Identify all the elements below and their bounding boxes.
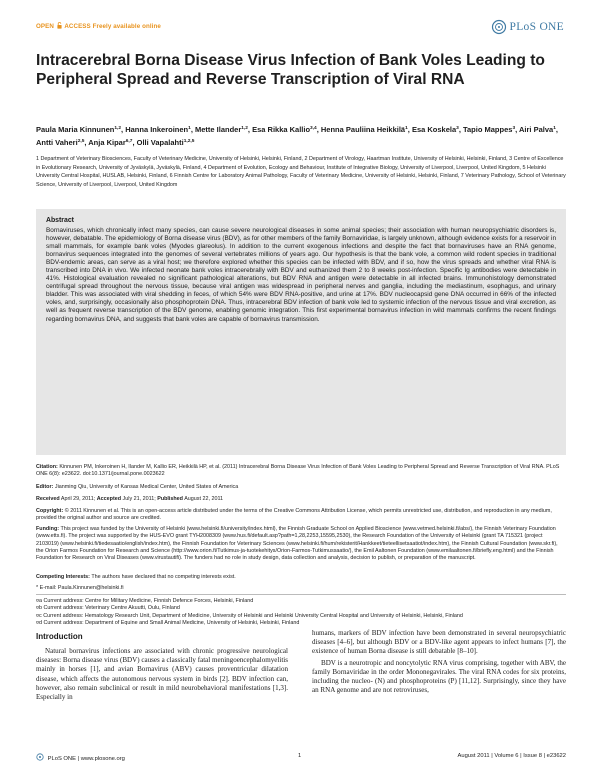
open-label: OPEN: [36, 23, 54, 30]
copyright-text: © 2011 Kinnunen et al. This is an open-access article distributed under the terms of the Creative Commons Attribution License, which permits unrestricted use, distribution, and reproduction in any medium, provided the original author and source are credited.: [36, 508, 552, 522]
editor-label: Editor:: [36, 484, 54, 490]
author: Olli Vapalahti: [136, 137, 184, 147]
accepted-date: July 21, 2011;: [122, 496, 156, 502]
author-affiliation-marker: 1,2: [241, 126, 248, 131]
competing-text: The authors have declared that no competing interests exist.: [91, 574, 236, 580]
author: Tapio Mappes: [462, 125, 513, 134]
article-title: Intracerebral Borna Disease Virus Infection of Bank Voles Leading to Peripheral Spread and Reverse Transcription of Viral RNA: [36, 52, 545, 88]
page-footer: [36, 753, 566, 763]
freely-available-label: Freely available online: [92, 23, 161, 30]
open-access-banner: [36, 22, 161, 30]
author-affiliation-marker: 3,4: [310, 126, 317, 131]
address-line: ¤a Current address: Centre for Military Medicine, Finnish Defence Forces, Helsinki, Finland: [36, 598, 254, 604]
author: Esa Rikka Kallio: [252, 125, 311, 134]
footer-website-link[interactable]: www.plosone.org: [80, 756, 125, 762]
author-list: Paula Maria Kinnunen$^{1,2}$, Hanna Inkeroinen$^1$, Mette Ilander$^{1,2}$, Esa Rikka Kallio$^{3,4}$, Henna Pauliina Heikkilä$^1$, Esa Koskela$^3$, Tapio Mappes$^3$, Airi Palva$^1$, Antti Vaheri$^{2,5}$, Anja Kipar$^{6,7}$, Olli Vapalahti$^{1,2,5}$: [36, 125, 558, 147]
author: Anja Kipar: [88, 137, 126, 147]
author-affiliation-marker: 1: [405, 126, 408, 131]
author-affiliation-marker: 6,7: [125, 138, 133, 144]
competing-interests: [36, 574, 566, 581]
footer-issue: August 2011 | Volume 6 | Issue 8 | e23622: [457, 753, 566, 759]
citation-text: Kinnunen PM, Inkeroinen H, Ilander M, Kallio ER, Heikkilä HP, et al. (2011) Intracerebral Borna Disease Virus Infection of Bank Voles Leading to Peripheral Spread and Reverse Transcription of Viral RNA. PLoS ONE 6(8): e23622. doi:10.1371/journal.pone.0023622: [36, 464, 560, 478]
received-label: Received: [36, 496, 60, 502]
funding-label: Funding:: [36, 526, 60, 532]
accepted-label: Accepted: [96, 496, 122, 502]
intro-paragraph: humans, markers of BDV infection have been demonstrated in several neuropsychiatric diseases [4–6], but although BDV or a BDV-like agent appears to infect humans [7], the existence of human Borna disease is still debatable [8–10].: [312, 629, 566, 656]
editor-line: [36, 484, 566, 491]
abstract-box: [36, 209, 566, 455]
journal-header: [36, 16, 564, 40]
editor-text: Jianming Qiu, University of Kansas Medical Center, United States of America: [54, 484, 239, 490]
current-addresses: [36, 598, 566, 627]
open-lock-icon: [57, 22, 62, 29]
author: Hanna Inkeroinen: [125, 125, 189, 134]
author-affiliation-marker: 3: [512, 126, 516, 131]
author: Mette Ilander: [194, 125, 242, 134]
citation-label: Citation:: [36, 464, 58, 470]
plos-one-logo[interactable]: [491, 16, 564, 38]
copyright: [36, 508, 566, 523]
affiliations: 1 Department of Veterinary Biosciences, Faculty of Veterinary Medicine, University of Helsinki, Helsinki, Finland, 2 Department of Virology, Haartman Institute, University of Helsinki, Helsinki, Finland, 3 Centre of Excellence in Evolutionary Research, University of Jyväskylä, Jyväskylä, Finland, 4 Department of Evolution, Ecology and Behaviour, Institute of Integrative Biology, University of Liverpool, Liverpool, United Kingdom, 5 Helsinki University Central Hospital, HUSLAB, Helsinki, Finland, 6 Finnish Centre for Laboratory Animal Pathology, Faculty of Veterinary Medicine, University of Helsinki, Helsinki, Finland, 7 Veterinary Pathology, School of Veterinary Science, University of Liverpool, Liverpool, United Kingdom: [36, 156, 566, 189]
introduction-heading: Introduction: [36, 632, 83, 641]
email-line: * E-mail: Paula.Kinnunen@helsinki.fi: [36, 585, 124, 591]
intro-paragraph: BDV is a neurotropic and noncytolytic RNA virus comprising, together with ABV, the family Bornaviridae in the order Mononegavirales. The viral RNA codes for six proteins, including the nucleo- (N) and phosphoproteins (P) [11,12]. Surprisingly, since they have an RNA genome and are not retroviruses,: [312, 658, 566, 695]
competing-label: Competing Interests:: [36, 574, 90, 580]
author-affiliation-marker: 2,5: [77, 138, 85, 144]
author-affiliation-marker: 1: [553, 126, 556, 131]
intro-left-column: [36, 632, 288, 702]
address-line: ¤d Current address: Department of Equine and Small Animal Medicine, University of Helsinki, Helsinki, Finland: [36, 619, 300, 626]
journal-logo-text: PLoS ONE: [509, 21, 564, 33]
plos-small-logo-icon: [36, 753, 44, 761]
author: Henna Pauliina Heikkilä: [320, 125, 406, 134]
footer-journal-name: PLoS ONE: [47, 756, 76, 762]
author: Esa Koskela: [411, 125, 457, 134]
intro-paragraph: Natural bornavirus infections are associated with chronic progressive neurological diseases: Borna disease virus (BDV) causes a classically fatal meningoencephalomyelitis mainly in horses [1], and avian Bornavirus (ABV) causes proventricular dilatation disease, which affects the autonomous nervous system in birds [2]. BDV infection can, however, also remain subclinical or result in mild neurobehavioral manifestations [1,3]. Especially in: [36, 647, 288, 702]
published-date: August 22, 2011: [184, 496, 224, 502]
author: Paula Maria Kinnunen: [36, 125, 115, 134]
funding: [36, 526, 566, 562]
divider: [36, 594, 566, 595]
dates-line: [36, 496, 566, 503]
address-line: ¤b Current address: Veterinary Centre Akuutti, Oulu, Finland: [36, 605, 180, 612]
published-label: Published: [157, 496, 183, 502]
author: Airi Palva: [519, 125, 554, 134]
author-affiliation-marker: 1,2,5: [183, 138, 195, 144]
plos-logo-icon: [491, 19, 507, 35]
author-affiliation-marker: 3: [456, 126, 459, 131]
author-affiliation-marker: 1: [188, 126, 191, 131]
funding-text: This project was funded by the University of Helsinki (www.helsinki.fi/university/index.html), the Finnish Graduate School on Applied Bioscience (www.vetmed.helsinki.fi/abs/), the Finnish Veterinary Foundation (www.etts.fi). The project was supported by the HUS-EVO grant TYH2008309 (www.hus.fi/default.asp?path=1,28,2253,15595,2530), the Research Foundation of the University of Helsinki (grant TA 715321 (project 2103019) (www.helsinki.fi/tiedesaatio/english/index.htm), the Finnish Foundation for Veterinary Sciences (www.helsinki.fi/hum/rekisterit/Hankkeet/tieteellisetsaatiot/index.htm), the Finnish Cultural Foundation (www.skr.fi), the Orion Farmos Foundation for Research and Science (http://www.orion.fi/Tutkimus-ja-tuotekehitys/Orion-Farmos-Tutkimussaatio/), the Emil Aaltonen Foundation (www.emilaaltonen.fi/briefly.eng.html) and the Finnish Foundation for Research on Viral Diseases (www.virustautifi). The funders had no role in study design, data collection and analysis, decision to publish, or preparation of the manuscript.: [36, 526, 558, 562]
author: Antti Vaheri: [36, 137, 78, 147]
citation: [36, 464, 566, 479]
page-number: 1: [298, 753, 302, 759]
author-affiliation-marker: 1,2: [114, 126, 122, 131]
address-line: ¤c Current address: Hematology Research Unit, Department of Medicine, University of Helsinki and Helsinki University Central Hospital and University of Helsinki, Helsinki, Finland: [36, 612, 463, 619]
abstract-text: Bornaviruses, which chronically infect many species, can cause severe neurological diseases in some animal species; their association with human neuropsychiatric disorders is, however, debatable. The epidemiology of Borna disease virus (BDV), as for other members of the family Bornaviridae, is largely unknown, although evidence exists for a reservoir in small mammals, for example bank voles (Myodes glareolus). In addition to the current exogenous infections and despite the fact that bornaviruses have an RNA genome, bornavirus sequences integrated into the genomes of several vertebrates millions of years ago. Our hypothesis is that the bank vole, a common wild rodent species in traditional BDV-endemic areas, can serve as a viral host; we therefore explored whether this species can be infected with BDV, and if so, how the virus spreads and whether viral RNA is transcribed into DNA in vivo. We infected neonate bank voles intracerebrally with BDV and euthanized them 2 to 8 weeks post-infection. Specific Ig antibodies were detectable in 41%. Histological evaluation revealed no significant pathological alterations, but BDV RNA and antigen were detectable in all infected brains. Immunohistology demonstrated centrifugal spread throughout the nervous tissue, because viral antigen was widespread in peripheral nerves and ganglia, including the mediastinum, esophagus, and urinary bladder. This was associated with viral shedding in feces, of which 54% were BDV RNA-positive, and urine at 17%. BDV nucleocapsid gene DNA occurred in 66% of the infected voles, and, surprisingly, occasionally also phosphoprotein DNA. Thus, intracerebral BDV infection of bank vole led to systemic infection of the nervous tissue and viral excretion, as well as frequent reverse transcription of the BDV genome, enabling genomic integration. This first experimental bornavirus infection in wild mammals confirms the recent findings regarding bornavirus DNA, and suggests that bank voles are capable of bornavirus transmission.: [46, 227, 556, 323]
access-label: ACCESS: [64, 23, 91, 30]
received-date: April 29, 2011;: [60, 496, 96, 502]
copyright-label: Copyright:: [36, 508, 64, 514]
abstract-heading: Abstract: [46, 217, 74, 224]
intro-right-column: [312, 629, 566, 695]
footer-journal: PLoS ONE | www.plosone.org: [36, 753, 125, 762]
